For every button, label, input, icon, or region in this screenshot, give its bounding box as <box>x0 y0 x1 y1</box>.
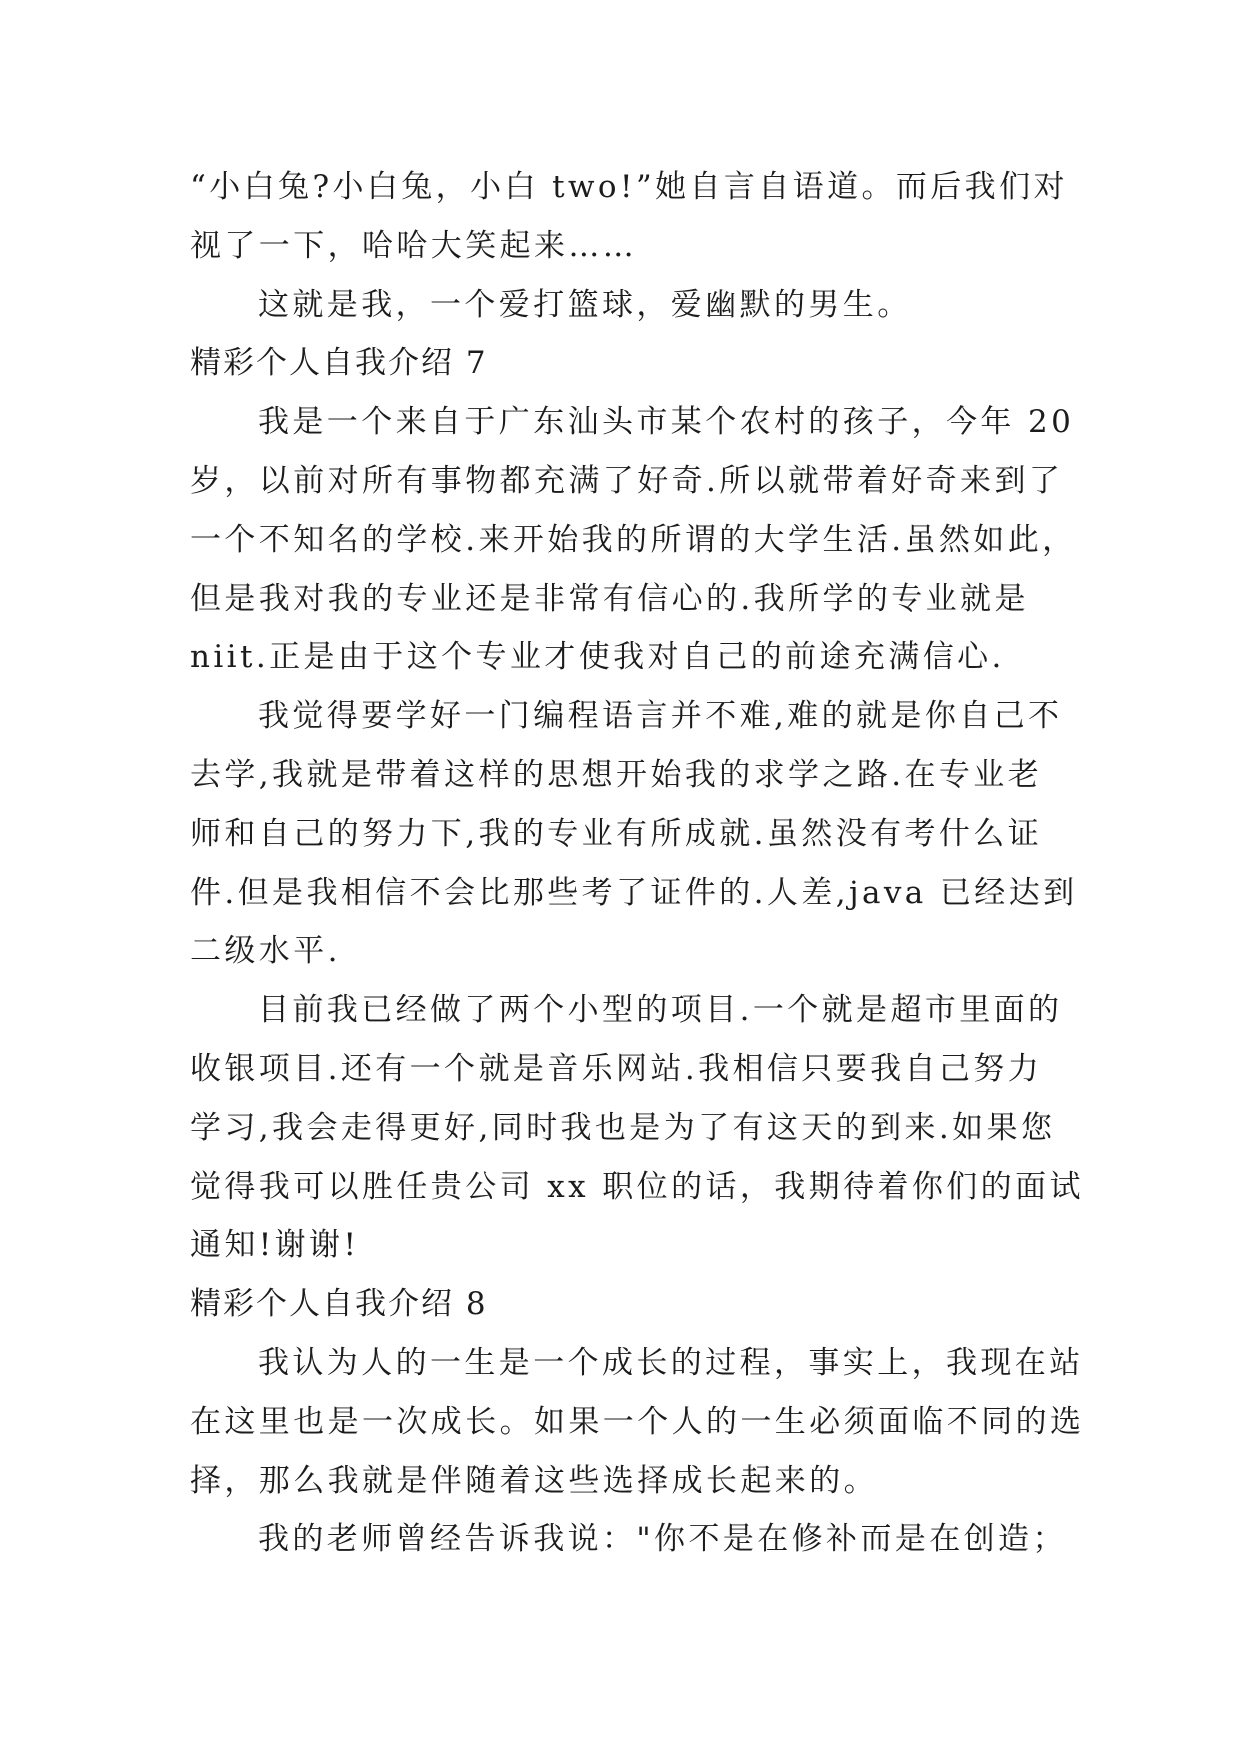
paragraph-line: 觉得我可以胜任贵公司 xx 职位的话，我期待着你们的面试 <box>190 1168 1084 1205</box>
paragraph-line: “小白兔?小白兔，小白 two!”她自言自语道。而后我们对 <box>190 169 1068 205</box>
paragraph-line: 件.但是我相信不会比那些考了证件的.人差,java 已经达到 <box>190 874 1078 911</box>
section-heading: 精彩个人自我介绍 7 <box>190 345 488 382</box>
paragraph-line: 择，那么我就是伴随着这些选择成长起来的。 <box>190 1462 878 1499</box>
paragraph-line: 收银项目.还有一个就是音乐网站.我相信只要我自己努力 <box>190 1050 1043 1087</box>
paragraph-line: 视了一下，哈哈大笑起来…… <box>190 227 638 264</box>
paragraph-line: 在这里也是一次成长。如果一个人的一生必须面临不同的选 <box>190 1403 1085 1440</box>
paragraph-line: 学习,我会走得更好,同时我也是为了有这天的到来.如果您 <box>190 1109 1056 1146</box>
paragraph-line: 目前我已经做了两个小型的项目.一个就是超市里面的 <box>258 992 1063 1029</box>
section-heading: 精彩个人自我介绍 8 <box>190 1286 488 1323</box>
paragraph-line: 通知!谢谢! <box>190 1227 360 1264</box>
paragraph-line: 去学,我就是带着这样的思想开始我的求学之路.在专业老 <box>190 756 1043 793</box>
paragraph-line: niit.正是由于这个专业才使我对自己的前途充满信心. <box>190 639 1005 676</box>
paragraph-line: 岁，以前对所有事物都充满了好奇.所以就带着好奇来到了 <box>190 462 1064 499</box>
paragraph-line: 这就是我，一个爱打篮球，爱幽默的男生。 <box>258 286 912 323</box>
paragraph-line: 但是我对我的专业还是非常有信心的.我所学的专业就是 <box>190 580 1029 617</box>
paragraph-line: 我是一个来自于广东汕头市某个农村的孩子，今年 20 <box>258 404 1075 441</box>
paragraph-line: 二级水平. <box>190 933 341 970</box>
paragraph-line: 师和自己的努力下,我的专业有所成就.虽然没有考什么证 <box>190 815 1043 852</box>
paragraph-line: 我觉得要学好一门编程语言并不难,难的就是你自己不 <box>258 698 1063 735</box>
paragraph-line: 我认为人的一生是一个成长的过程，事实上，我现在站 <box>258 1344 1084 1381</box>
paragraph-line: 一个不知名的学校.来开始我的所谓的大学生活.虽然如此， <box>190 521 1077 558</box>
paragraph-line: 我的老师曾经告诉我说："你不是在修补而是在创造； <box>258 1521 1067 1558</box>
document-body <box>190 158 1085 1569</box>
